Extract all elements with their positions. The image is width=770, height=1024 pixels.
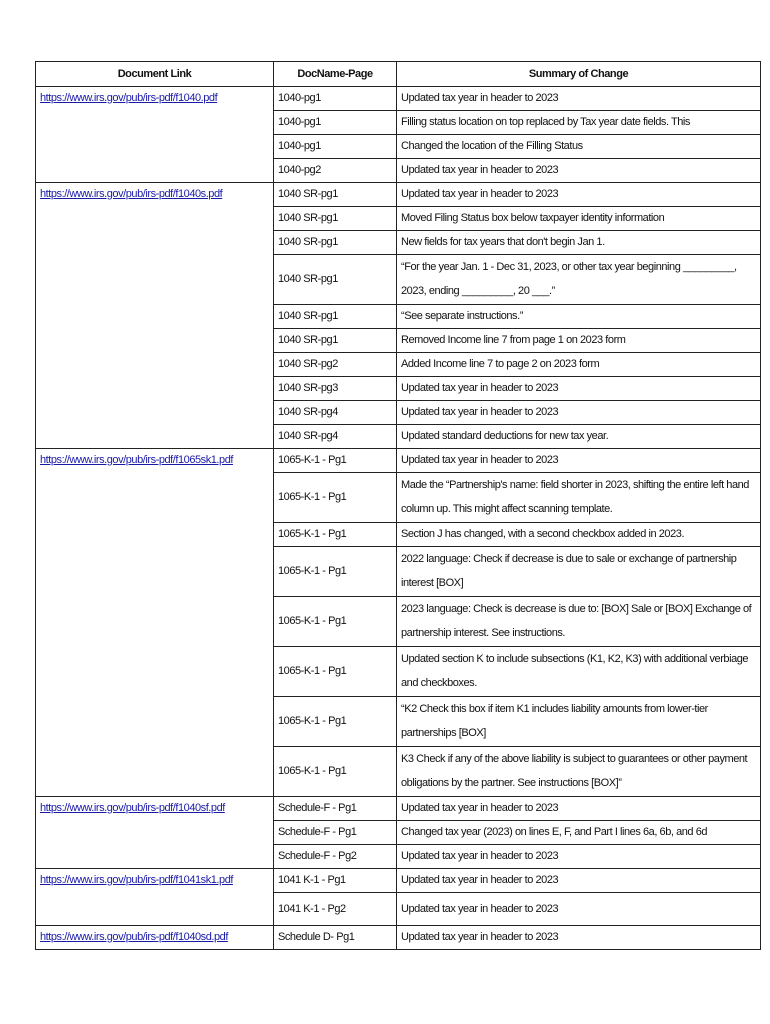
document-link[interactable]: https://www.irs.gov/pub/irs-pdf/f1041sk1.pdf: [40, 874, 233, 886]
docname-page-cell: Schedule-F - Pg2: [274, 845, 397, 869]
table-row: [36, 449, 761, 473]
table-row: [36, 869, 761, 893]
table-row: [36, 926, 761, 950]
docname-page-cell: 1040 SR-pg1: [274, 183, 397, 207]
docname-page-cell: 1040 SR-pg2: [274, 353, 397, 377]
table-row: [36, 183, 761, 207]
docname-page-cell: 1041 K-1 - Pg2: [274, 893, 397, 926]
summary-of-change-cell: Section J has changed, with a second checkbox added in 2023.: [397, 523, 761, 547]
summary-of-change-cell: K3 Check if any of the above liability is subject to guarantees or other payment obligations by the partner. See instructions [BOX]”: [397, 747, 761, 797]
document-link[interactable]: https://www.irs.gov/pub/irs-pdf/f1040s.pdf: [40, 188, 223, 200]
docname-page-cell: Schedule-F - Pg1: [274, 797, 397, 821]
summary-of-change-cell: 2023 language: Check is decrease is due to: [BOX] Sale or [BOX] Exchange of partnership interest. See instructions.: [397, 597, 761, 647]
docname-page-cell: 1065-K-1 - Pg1: [274, 449, 397, 473]
docname-page-cell: 1040 SR-pg1: [274, 329, 397, 353]
docname-page-cell: 1040 SR-pg4: [274, 401, 397, 425]
docname-page-cell: 1040 SR-pg4: [274, 425, 397, 449]
docname-page-cell: 1040 SR-pg3: [274, 377, 397, 401]
summary-of-change-cell: “For the year Jan. 1 - Dec 31, 2023, or other tax year beginning _________, 2023, ending _________, 20 ___.”: [397, 255, 761, 305]
summary-of-change-cell: “K2 Check this box if item K1 includes liability amounts from lower-tier partnerships [BOX]: [397, 697, 761, 747]
docname-page-cell: 1065-K-1 - Pg1: [274, 597, 397, 647]
summary-of-change-cell: New fields for tax years that don't begin Jan 1.: [397, 231, 761, 255]
document-link-cell: [36, 926, 274, 950]
docname-page-cell: 1040 SR-pg1: [274, 305, 397, 329]
document-link-cell: [36, 449, 274, 797]
document-link-cell: [36, 183, 274, 449]
docname-page-cell: 1040 SR-pg1: [274, 231, 397, 255]
docname-page-cell: Schedule D- Pg1: [274, 926, 397, 950]
summary-of-change-cell: Updated tax year in header to 2023: [397, 377, 761, 401]
document-link-cell: [36, 87, 274, 183]
table-body: [36, 87, 761, 950]
docname-page-cell: 1040-pg1: [274, 135, 397, 159]
docname-page-cell: 1065-K-1 - Pg1: [274, 547, 397, 597]
docname-page-cell: 1065-K-1 - Pg1: [274, 523, 397, 547]
summary-of-change-cell: Updated tax year in header to 2023: [397, 159, 761, 183]
summary-of-change-cell: Removed Income line 7 from page 1 on 2023 form: [397, 329, 761, 353]
summary-of-change-cell: Updated standard deductions for new tax year.: [397, 425, 761, 449]
summary-of-change-cell: Updated tax year in header to 2023: [397, 401, 761, 425]
changes-table: [35, 61, 761, 950]
summary-of-change-cell: Updated section K to include subsections (K1, K2, K3) with additional verbiage and checkboxes.: [397, 647, 761, 697]
summary-of-change-cell: Updated tax year in header to 2023: [397, 183, 761, 207]
header-summary-of-change: Summary of Change: [397, 62, 761, 87]
summary-of-change-cell: Updated tax year in header to 2023: [397, 869, 761, 893]
summary-of-change-cell: Changed tax year (2023) on lines E, F, and Part I lines 6a, 6b, and 6d: [397, 821, 761, 845]
document-link[interactable]: https://www.irs.gov/pub/irs-pdf/f1040sd.pdf: [40, 931, 228, 943]
table-row: [36, 87, 761, 111]
document-link[interactable]: https://www.irs.gov/pub/irs-pdf/f1040sf.pdf: [40, 802, 225, 814]
summary-of-change-cell: Changed the location of the Filling Status: [397, 135, 761, 159]
summary-of-change-cell: Moved Filing Status box below taxpayer identity information: [397, 207, 761, 231]
docname-page-cell: 1040-pg2: [274, 159, 397, 183]
docname-page-cell: 1065-K-1 - Pg1: [274, 647, 397, 697]
header-document-link: Document Link: [36, 62, 274, 87]
docname-page-cell: 1040 SR-pg1: [274, 207, 397, 231]
header-row: [36, 62, 761, 87]
document-link-cell: [36, 797, 274, 869]
header-docname-page: DocName-Page: [274, 62, 397, 87]
docname-page-cell: 1041 K-1 - Pg1: [274, 869, 397, 893]
docname-page-cell: 1040-pg1: [274, 87, 397, 111]
summary-of-change-cell: 2022 language: Check if decrease is due to sale or exchange of partnership interest [BOX]: [397, 547, 761, 597]
docname-page-cell: 1065-K-1 - Pg1: [274, 473, 397, 523]
summary-of-change-cell: Updated tax year in header to 2023: [397, 797, 761, 821]
docname-page-cell: 1065-K-1 - Pg1: [274, 697, 397, 747]
summary-of-change-cell: “See separate instructions.”: [397, 305, 761, 329]
docname-page-cell: 1040 SR-pg1: [274, 255, 397, 305]
docname-page-cell: 1065-K-1 - Pg1: [274, 747, 397, 797]
document-link-cell: [36, 869, 274, 926]
summary-of-change-cell: Updated tax year in header to 2023: [397, 926, 761, 950]
summary-of-change-cell: Made the “Partnership's name: field shorter in 2023, shifting the entire left hand column up. This might affect scanning template.: [397, 473, 761, 523]
summary-of-change-cell: Updated tax year in header to 2023: [397, 845, 761, 869]
summary-of-change-cell: Updated tax year in header to 2023: [397, 449, 761, 473]
docname-page-cell: Schedule-F - Pg1: [274, 821, 397, 845]
document-link[interactable]: https://www.irs.gov/pub/irs-pdf/f1040.pdf: [40, 92, 218, 104]
table-row: [36, 797, 761, 821]
summary-of-change-cell: Updated tax year in header to 2023: [397, 87, 761, 111]
summary-of-change-cell: Filling status location on top replaced by Tax year date fields. This: [397, 111, 761, 135]
docname-page-cell: 1040-pg1: [274, 111, 397, 135]
document-link[interactable]: https://www.irs.gov/pub/irs-pdf/f1065sk1.pdf: [40, 454, 233, 466]
summary-of-change-cell: Added Income line 7 to page 2 on 2023 form: [397, 353, 761, 377]
summary-of-change-cell: Updated tax year in header to 2023: [397, 893, 761, 926]
